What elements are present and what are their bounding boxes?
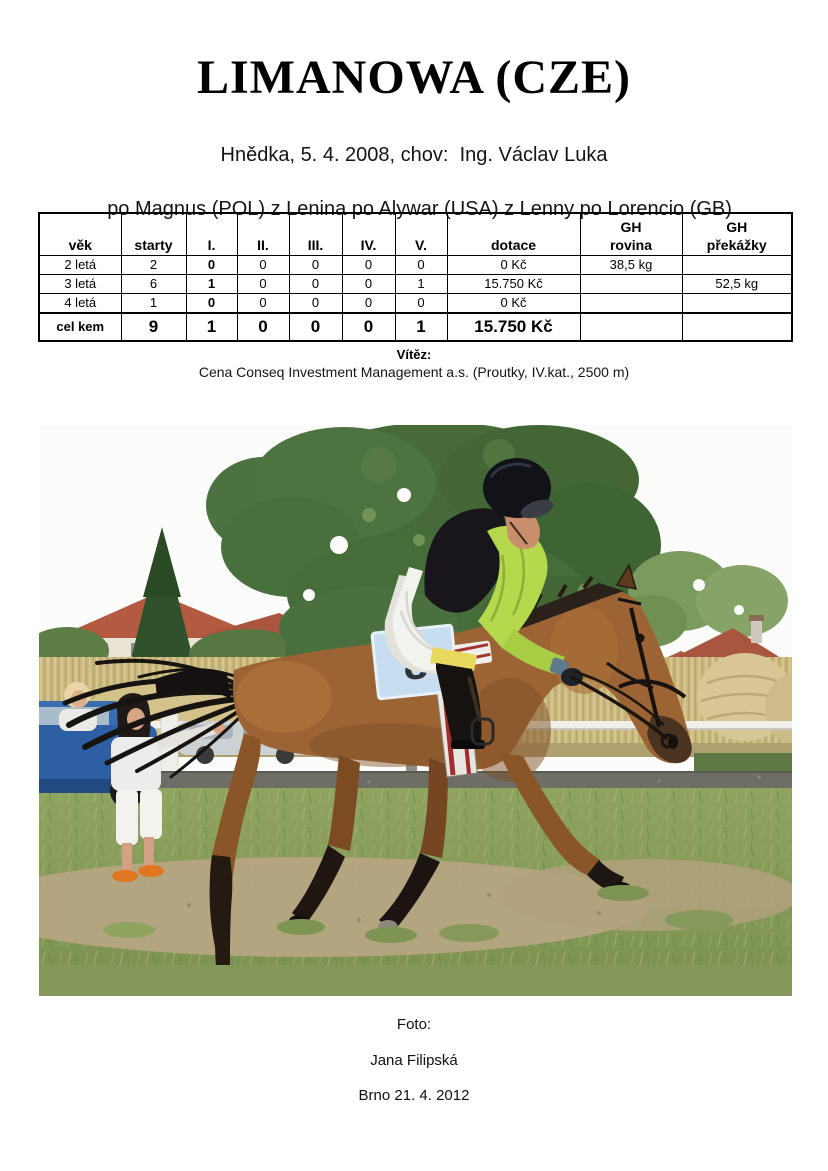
winner-section [0,346,828,382]
cell-total-place5: 1 [395,313,447,341]
cell-place5: 0 [395,256,447,275]
col-header-iii: III. [289,213,342,256]
table-row [39,275,792,294]
career-stats-table [38,212,793,342]
cell-place1: 1 [186,275,237,294]
winner-race: Cena Conseq Investment Management a.s. (Proutky, IV.kat., 2500 m) [198,364,630,380]
cell-place2: 0 [237,275,289,294]
photo-credit-label: Foto: [396,1016,432,1033]
cell-place1: 0 [186,294,237,314]
cell-total-starty: 9 [121,313,186,341]
horse-photo [39,425,792,996]
cell-gh-rovina: 38,5 kg [580,256,682,275]
cell-dotace: 15.750 Kč [447,275,580,294]
cell-place5: 1 [395,275,447,294]
place-and-date: Brno 21. 4. 2012 [358,1087,470,1104]
cell-starty: 1 [121,294,186,314]
photographer-name: Jana Filipská [370,1052,458,1069]
cell-gh-rovina [580,294,682,314]
cell-vek: 2 letá [39,256,121,275]
col-header-vek: věk [39,213,121,256]
table-row [39,256,792,275]
col-header-gh-prekazky: GH překážky [682,213,792,256]
cell-total-place3: 0 [289,313,342,341]
cell-place3: 0 [289,256,342,275]
col-header-gh-rovina: GH rovina [580,213,682,256]
page-title: LIMANOWA (CZE) [196,51,632,104]
col-header-ii: II. [237,213,289,256]
cell-starty: 6 [121,275,186,294]
subtitle-line2: po Magnus (POL) z Lenina po Alywar (USA) z Lenny po Lorencio (GB) [107,198,732,220]
cell-place4: 0 [342,294,395,314]
cell-place2: 0 [237,294,289,314]
cell-vek: 3 letá [39,275,121,294]
cell-place2: 0 [237,256,289,275]
table-row [39,294,792,314]
cell-dotace: 0 Kč [447,256,580,275]
cell-place3: 0 [289,294,342,314]
cell-total-place2: 0 [237,313,289,341]
cell-place5: 0 [395,294,447,314]
cell-starty: 2 [121,256,186,275]
cell-total-gh-prekazky [682,313,792,341]
subtitle-line1: Hnědka, 5. 4. 2008, chov: Ing. Václav Luka [220,144,608,166]
cell-total-place1: 1 [186,313,237,341]
cell-total-label: cel kem [39,313,121,341]
col-header-dotace: dotace [447,213,580,256]
cell-gh-rovina [580,275,682,294]
cell-vek: 4 letá [39,294,121,314]
cell-place4: 0 [342,256,395,275]
cell-total-dotace: 15.750 Kč [447,313,580,341]
cell-total-place4: 0 [342,313,395,341]
cell-place1: 0 [186,256,237,275]
cell-place3: 0 [289,275,342,294]
cell-gh-prekazky: 52,5 kg [682,275,792,294]
col-header-starty: starty [121,213,186,256]
winner-label: Vítěz: [396,347,432,362]
cell-dotace: 0 Kč [447,294,580,314]
col-header-iv: IV. [342,213,395,256]
cell-gh-prekazky [682,256,792,275]
cell-total-gh-rovina [580,313,682,341]
col-header-v: V. [395,213,447,256]
table-header-row [39,213,792,256]
horse-description [0,142,828,223]
col-header-i: I. [186,213,237,256]
cell-gh-prekazky [682,294,792,314]
table-total-row [39,313,792,341]
cell-place4: 0 [342,275,395,294]
